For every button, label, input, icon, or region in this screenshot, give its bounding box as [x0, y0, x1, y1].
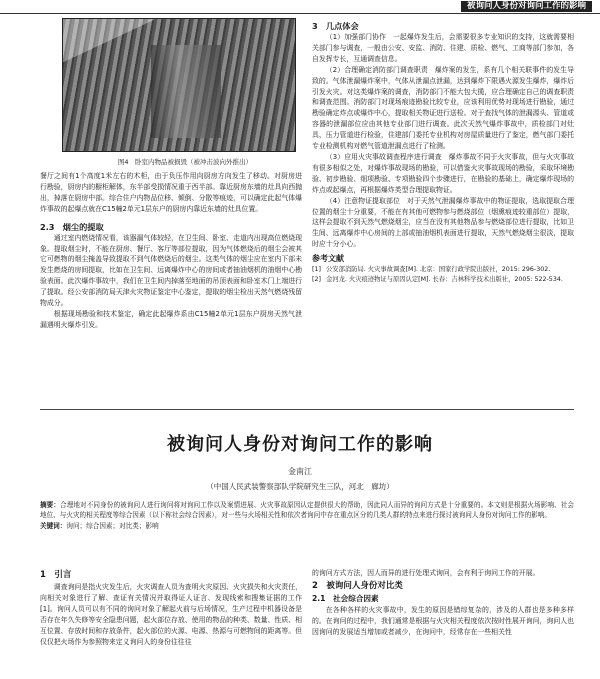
article-right-column: [312, 568, 574, 638]
keywords: 询问；综合因素；对比类；影响: [66, 521, 159, 530]
body-paragraph: 的询问方式方法，因人而异的进行处理式询问，会有利于询问工作的开展。: [312, 569, 540, 577]
reference-item: [1] 公安部消防局. 火灾事故调查[M]. 北京：国家行政学院出版社，2015: 296-302.: [312, 266, 551, 274]
section-heading: 1 引言: [40, 570, 72, 580]
article-abstract: 摘要：合理地对不同身份的被询问人进行询问将对询问工作以及案情进展、火灾事故原因认定提供很大的帮助，因此同人而异的询问方式是十分重要的。本文则是根据火场影响、社会地位、与火灾的相关程度等综合因素（以下称社会综合因素），对一些与火场相关性和依次者询问中存在重点区分的几类人群的特点来进行探讨被询问人身份对询问工作的影响。 关键词：询问；综合因素；对比类；影响: [40, 501, 574, 530]
running-header: 被询问人身份对询问工作的影响: [461, 1, 592, 12]
subsection-heading: 2.1 社会综合因素: [312, 593, 379, 603]
body-paragraph: （2）合理确定消防部门调查职责 爆炸案的发生，系有几个相关联事件的发生导致的。气体泄漏爆炸案中，气体从泄漏点泄漏，达到爆炸下限遇火源发生爆炸，爆炸后引发火灾。对这类爆炸案的调查，消防部门不能大包大揽，应合理确定自己的调查职责和调查范围。消防部门对现场痕迹勘验比较专业，应该利用优势对现场进行勘验，通过勘验确定炸点或爆炸中心，提取相关物证进行送检。对于查找气体的泄漏源头、管道或容器的泄漏部位应由其他专业部门进行调查。此次天然气爆炸事故中，质检部门对灶具、压力管道进行检验，住建部门委托专业机构对房屋质量进行了鉴定，燃气部门委托专业检测机构对燃气管道泄漏点进行了检测。: [312, 65, 574, 151]
figure-caption: 图4 卧室内物品被损毁（被冲击波向外推出）: [117, 158, 253, 166]
references-heading: 参考文献: [312, 254, 344, 264]
body-paragraph: 餐厅之间有1个高度1米左右的木柜，由于负压作用向厨房方向发生了移动。对厨房进行勘验，厨房内的橱柜解体，东半部受损情况重于西半部。靠近厨房东墙的灶具向西抛出，掉落在厨房中部。综合住户内物品位移、倾倒、分散等痕迹，可以确定此起气体爆炸事故的起爆点就在C15幢2单元1层东户的厨房内靠近东墙的灶具位置。: [40, 172, 302, 213]
body-paragraph: 通过室内燃烧情况看，该器漏气体较轻，在卫生间、卧室、走道内出现高位燃烧现象。提取烟尘时，不能在厨房、餐厅、客厅等部位提取，因为气体燃烧后的烟尘会被其它可燃物的烟尘掩盖导致提取不到气体燃烧后的烟尘。这类气体的烟尘应在室内下部未发生燃烧的房间提取，比如在卫生间、远离爆炸中心的房间或者抽油烟机的油烟中心勘验表面。此次爆炸事故中，我们在卫生间内掉落至地面的吊顶表面和卧室木门上端进行了提取。经公安部消防局天津火灾物证鉴定中心鉴定，提取的烟尘检出天然气燃烧残留物成分。: [40, 233, 302, 308]
body-paragraph: 根据现场勘验和技术鉴定，确定此起爆炸系由C15幢2单元1层东户厨房天然气泄漏遇明火爆炸引发。: [40, 309, 302, 329]
body-paragraph: 调查询问是指火灾发生后，火灾调查人员为查明火灾原因、火灾损失和火灾责任，向相关对象进行了解、查证有关情况并取得证人证言、发现线索和搜集证据的工作[1]。询问人员可以有不同的询问对象了解起火前与后场情况，生产过程中机器设备是否存在年久失修等安全隐患问题，起火部位存放、使用的物品的种类、数量、性质、相互位置、存放时间和存放条件，起火部位的火源、电源、热源与可燃物间的距离等。但仅仅把火场作为参照物来定义询问人的身份往往往: [40, 583, 302, 646]
left-column: [40, 171, 302, 331]
article-affiliation: （中国人民武装警察部队学院研究生三队，河北 廊坊）: [206, 482, 394, 491]
article-title: 被询问人身份对询问工作的影响: [167, 434, 433, 455]
body-paragraph: （4）注意物证提取部位 对于天然气泄漏爆炸事故中的物证提取，选取提取合理位置的烟尘十分重要，不能在有其他可燃物参与燃烧部位（烟熏痕迹较重部位）提取，这样会提取不到天然气燃烧烟尘，应当在没有其他物品参与燃烧部位进行提取，比如卫生间、远离爆炸中心房间的上部或抽油烟机表面进行提取，天然气燃烧烟尘很淡，提取时应十分小心。: [312, 196, 574, 249]
article-left-column: [40, 568, 302, 647]
section-heading: 2 被询问人身份对比类: [312, 580, 403, 591]
body-paragraph: （1）加强部门协作 一起爆炸发生后，会需要很多专业知识的支持，这就需要相关部门参与调查，一般由公安、安监、消防、住建、质检、燃气、工商等部门参加，各自发挥专长，互通调查信息。: [312, 33, 574, 63]
figure-photo: [62, 18, 296, 152]
section-divider: [40, 409, 574, 410]
body-paragraph: （3）应用火灾事故调查程序进行调查 爆炸事故不同于火灾事故，但与火灾事故有很多相似之处，对爆炸事故现场的勘验，可以借鉴火灾事故现场的勘验，采取环境勘验、初步勘验、细项勘验、专项勘验四个步骤进行，在勘验的基础上，确定爆炸现场的炸点或起爆点，再根据爆炸类型合理提取物证。: [312, 152, 574, 194]
reference-item: [2] 金河龙. 火灾痕迹物证与原因认定[M]. 长春：吉林科学技术出版社，2005: 522-534.: [312, 275, 563, 283]
right-column: [312, 20, 574, 284]
section-heading: 2.3 烟尘的提取: [40, 221, 104, 232]
page-header-bar: [0, 0, 600, 14]
section-heading: 3 几点体会: [312, 21, 359, 31]
body-paragraph: 在各种各样的火灾事故中，发生的原因是错综复杂的，涉及的人群也是多种多样的。在询问的过程中，我们通常是根据与火灾相关程度依次按时性展开询问，询问人也因询问的发展适当增加或者减少，在询问中，经常存在一些相关性: [312, 605, 574, 636]
article-author: 金南江: [288, 467, 312, 476]
